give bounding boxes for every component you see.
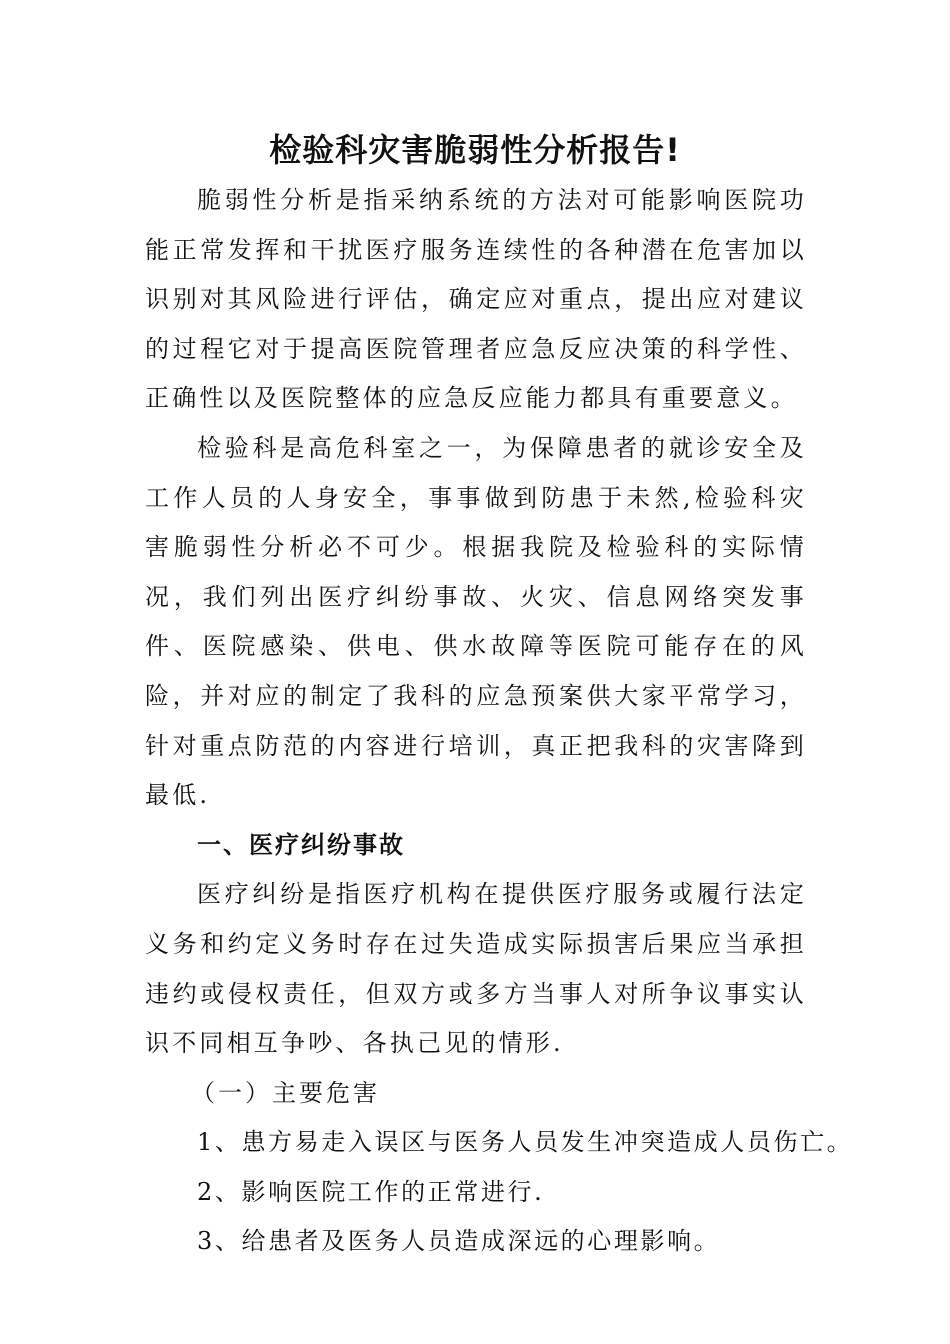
section-paragraph: 医疗纠纷是指医疗机构在提供医疗服务或履行法定义务和约定义务时存在过失造成实际损害后果应当承担违约或侵权责任，但双方或多方当事人对所争议事实认识不同相互争吵、各执己见的情形. [145,880,807,1058]
list-item: 2、影响医院工作的正常进行. [197,1177,545,1206]
section-heading: 一、医疗纠纷事故 [197,830,405,859]
list-item: 1、患方易走入误区与医务人员发生冲突造成人员伤亡。 [197,1128,854,1157]
intro-paragraph-1: 脆弱性分析是指采纳系统的方法对可能影响医院功能正常发挥和干扰医疗服务连续性的各种潜在危害加以识别对其风险进行评估，确定应对重点，提出应对建议的过程它对于提高医院管理者应急反应决策的科学性、正确性以及医院整体的应急反应能力都具有重要意义。 [145,186,807,413]
subsection-heading: （一）主要危害 [191,1078,380,1107]
intro-paragraph-2: 检验科是高危科室之一，为保障患者的就诊安全及工作人员的人身安全，事事做到防患于未然,检验科灾害脆弱性分析必不可少。根据我院及检验科的实际情况，我们列出医疗纠纷事故、火灾、信息网络突发事件、医院感染、供电、供水故障等医院可能存在的风险，并对应的制定了我科的应急预案供大家平常学习，针对重点防范的内容进行培训，真正把我科的灾害降到最低. [145,433,807,810]
document-body [145,176,854,1267]
document-title: 检验科灾害脆弱性分析报告! [269,131,681,169]
list-item: 3、给患者及医务人员造成深远的心理影响。 [197,1227,721,1256]
